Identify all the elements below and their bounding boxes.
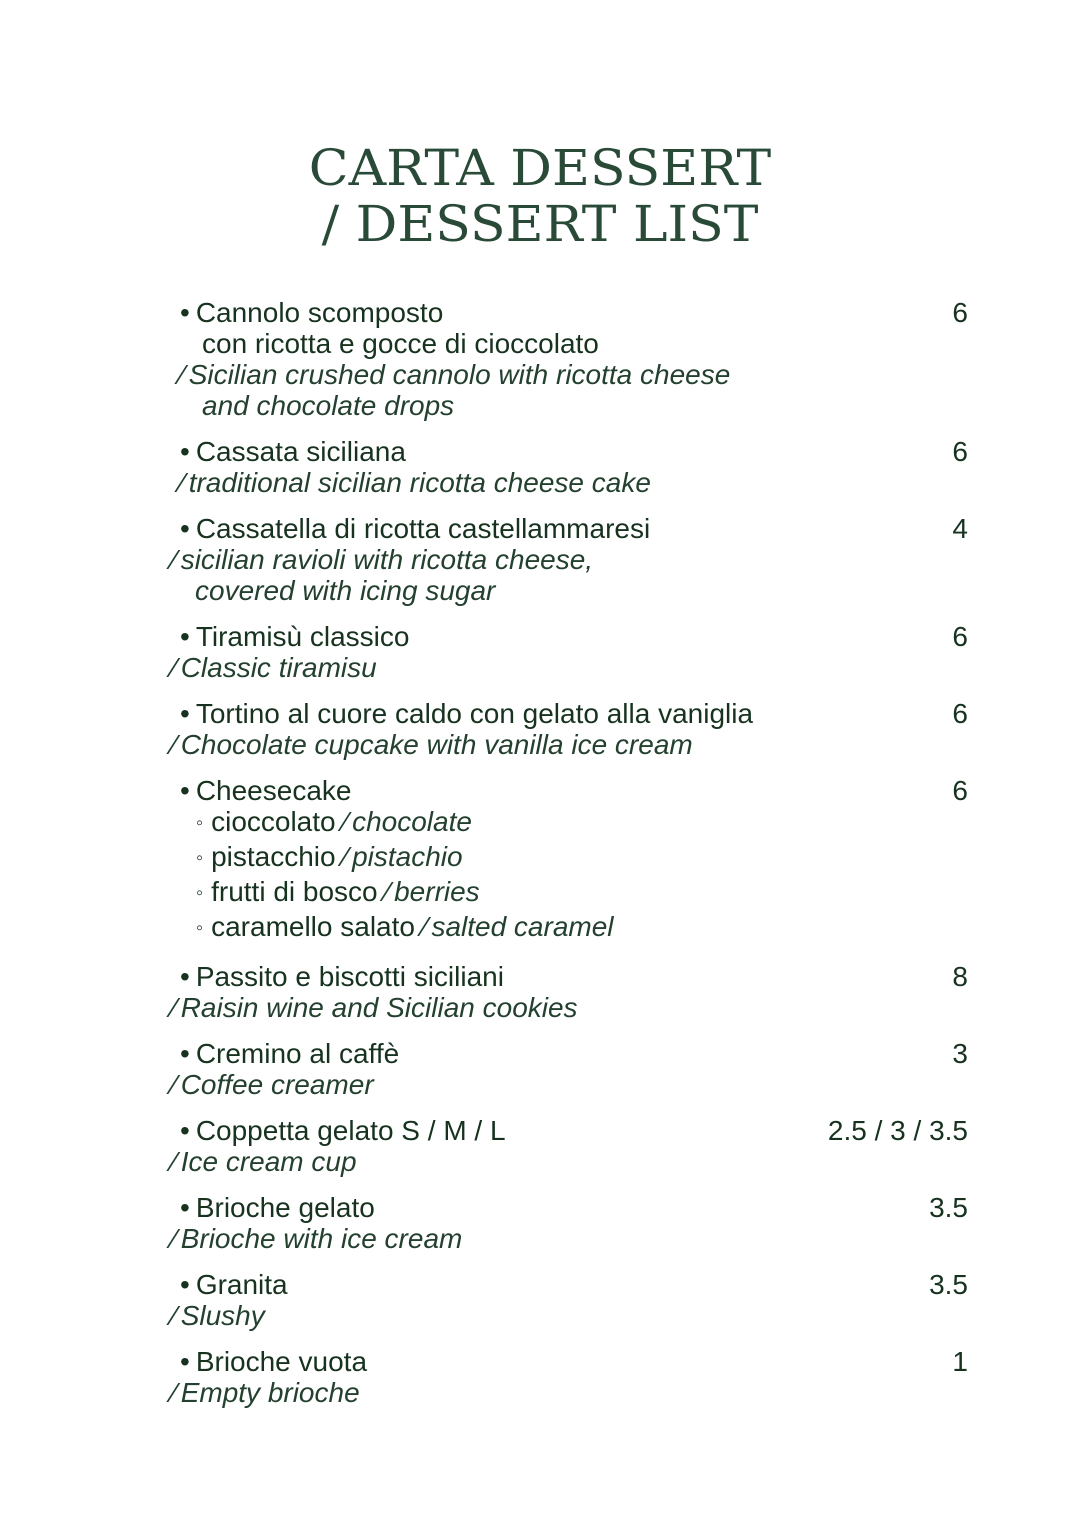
menu-item-cremino (172, 1038, 968, 1100)
bullet-icon: • (180, 1038, 190, 1069)
flavor-name: frutti di bosco (211, 876, 378, 907)
bullet-icon: • (180, 1192, 190, 1223)
bullet-icon: • (180, 513, 190, 544)
bullet-icon: • (180, 698, 190, 729)
item-name-cont: con ricotta e gocce di cioccolato (202, 328, 599, 359)
dessert-menu (172, 297, 968, 1423)
item-name: Tortino al cuore caldo con gelato alla vaniglia (195, 698, 754, 729)
item-name: Passito e biscotti siciliani (195, 961, 504, 992)
title-line-1: CARTA DESSERT (308, 139, 772, 197)
bullet-icon: • (180, 1115, 190, 1146)
slash-icon: ⁄ (172, 1069, 177, 1100)
slash-icon: ⁄ (172, 729, 177, 760)
menu-item-tortino (172, 698, 968, 760)
menu-item-cassata (172, 436, 968, 498)
item-price: 6 (952, 297, 968, 328)
bullet-icon: • (180, 436, 190, 467)
slash-icon: ⁄ (172, 652, 177, 683)
item-translation: Slushy (180, 1300, 265, 1331)
item-translation-cont: and chocolate drops (202, 390, 455, 421)
flavor-translation: pistachio (352, 841, 463, 872)
slash-icon: ⁄ (172, 1146, 177, 1177)
circle-bullet-icon: ◦ (196, 847, 204, 869)
slash-icon: ⁄ (385, 876, 391, 907)
item-price: 3 (952, 1038, 968, 1069)
item-price: 4 (952, 513, 968, 544)
item-translation: Coffee creamer (180, 1069, 374, 1100)
item-name: Cassata siciliana (195, 436, 406, 467)
slash-icon: ⁄ (172, 992, 177, 1023)
page-title (0, 140, 1080, 252)
item-name: Cassatella di ricotta castellammaresi (195, 513, 651, 544)
item-name: Brioche vuota (195, 1346, 368, 1377)
slash-icon: ⁄ (180, 359, 185, 390)
item-translation: Classic tiramisu (180, 652, 377, 683)
flavor-name: pistacchio (211, 841, 336, 872)
bullet-icon: • (180, 1269, 190, 1300)
menu-item-cassatella (172, 513, 968, 606)
flavor-option (172, 911, 968, 946)
item-name: Cheesecake (195, 775, 352, 806)
menu-item-cheesecake (172, 775, 968, 946)
menu-item-cannolo (172, 297, 968, 421)
item-name: Brioche gelato (195, 1192, 375, 1223)
item-translation: traditional sicilian ricotta cheese cake (188, 467, 651, 498)
item-name: Coppetta gelato S / M / L (195, 1115, 506, 1146)
item-translation: Sicilian crushed cannolo with ricotta cheese (188, 359, 731, 390)
item-translation: Brioche with ice cream (180, 1223, 463, 1254)
slash-icon: ⁄ (343, 841, 349, 872)
slash-icon: ⁄ (343, 806, 349, 837)
menu-item-coppetta (172, 1115, 968, 1177)
circle-bullet-icon: ◦ (196, 882, 204, 904)
bullet-icon: • (180, 775, 190, 806)
bullet-icon: • (180, 621, 190, 652)
menu-item-granita (172, 1269, 968, 1331)
item-price: 3.5 (929, 1269, 968, 1300)
slash-icon: ⁄ (180, 467, 185, 498)
slash-icon: ⁄ (422, 911, 428, 942)
item-name: Granita (195, 1269, 288, 1300)
slash-icon: ⁄ (172, 1223, 177, 1254)
title-line-2: / DESSERT LIST (321, 195, 759, 253)
item-translation: Raisin wine and Sicilian cookies (180, 992, 578, 1023)
flavor-translation: salted caramel (431, 911, 614, 942)
circle-bullet-icon: ◦ (196, 812, 204, 834)
bullet-icon: • (180, 961, 190, 992)
item-price: 6 (952, 775, 968, 806)
flavor-option (172, 876, 968, 911)
circle-bullet-icon: ◦ (196, 917, 204, 939)
flavor-translation: berries (394, 876, 480, 907)
item-price: 8 (952, 961, 968, 992)
item-name: Tiramisù classico (195, 621, 410, 652)
item-name: Cremino al caffè (195, 1038, 400, 1069)
item-price: 1 (952, 1346, 968, 1377)
item-price: 6 (952, 621, 968, 652)
item-translation-cont: covered with icing sugar (195, 575, 496, 606)
flavor-translation: chocolate (352, 806, 472, 837)
menu-item-passito (172, 961, 968, 1023)
item-price: 2.5 / 3 / 3.5 (827, 1115, 968, 1146)
item-translation: Ice cream cup (180, 1146, 357, 1177)
flavor-option (172, 806, 968, 841)
slash-icon: ⁄ (172, 1377, 177, 1408)
item-translation: Empty brioche (180, 1377, 360, 1408)
slash-icon: ⁄ (172, 1300, 177, 1331)
slash-icon: ⁄ (172, 544, 177, 575)
bullet-icon: • (180, 1346, 190, 1377)
flavor-name: cioccolato (211, 806, 336, 837)
item-price: 6 (952, 436, 968, 467)
menu-item-brioche-gelato (172, 1192, 968, 1254)
flavor-option (172, 841, 968, 876)
item-translation: sicilian ravioli with ricotta cheese, (180, 544, 594, 575)
item-price: 6 (952, 698, 968, 729)
flavor-name: caramello salato (211, 911, 415, 942)
menu-item-brioche-vuota (172, 1346, 968, 1408)
item-name: Cannolo scomposto (195, 297, 444, 328)
bullet-icon: • (180, 297, 190, 328)
menu-item-tiramisu (172, 621, 968, 683)
item-translation: Chocolate cupcake with vanilla ice cream (180, 729, 693, 760)
item-price: 3.5 (929, 1192, 968, 1223)
